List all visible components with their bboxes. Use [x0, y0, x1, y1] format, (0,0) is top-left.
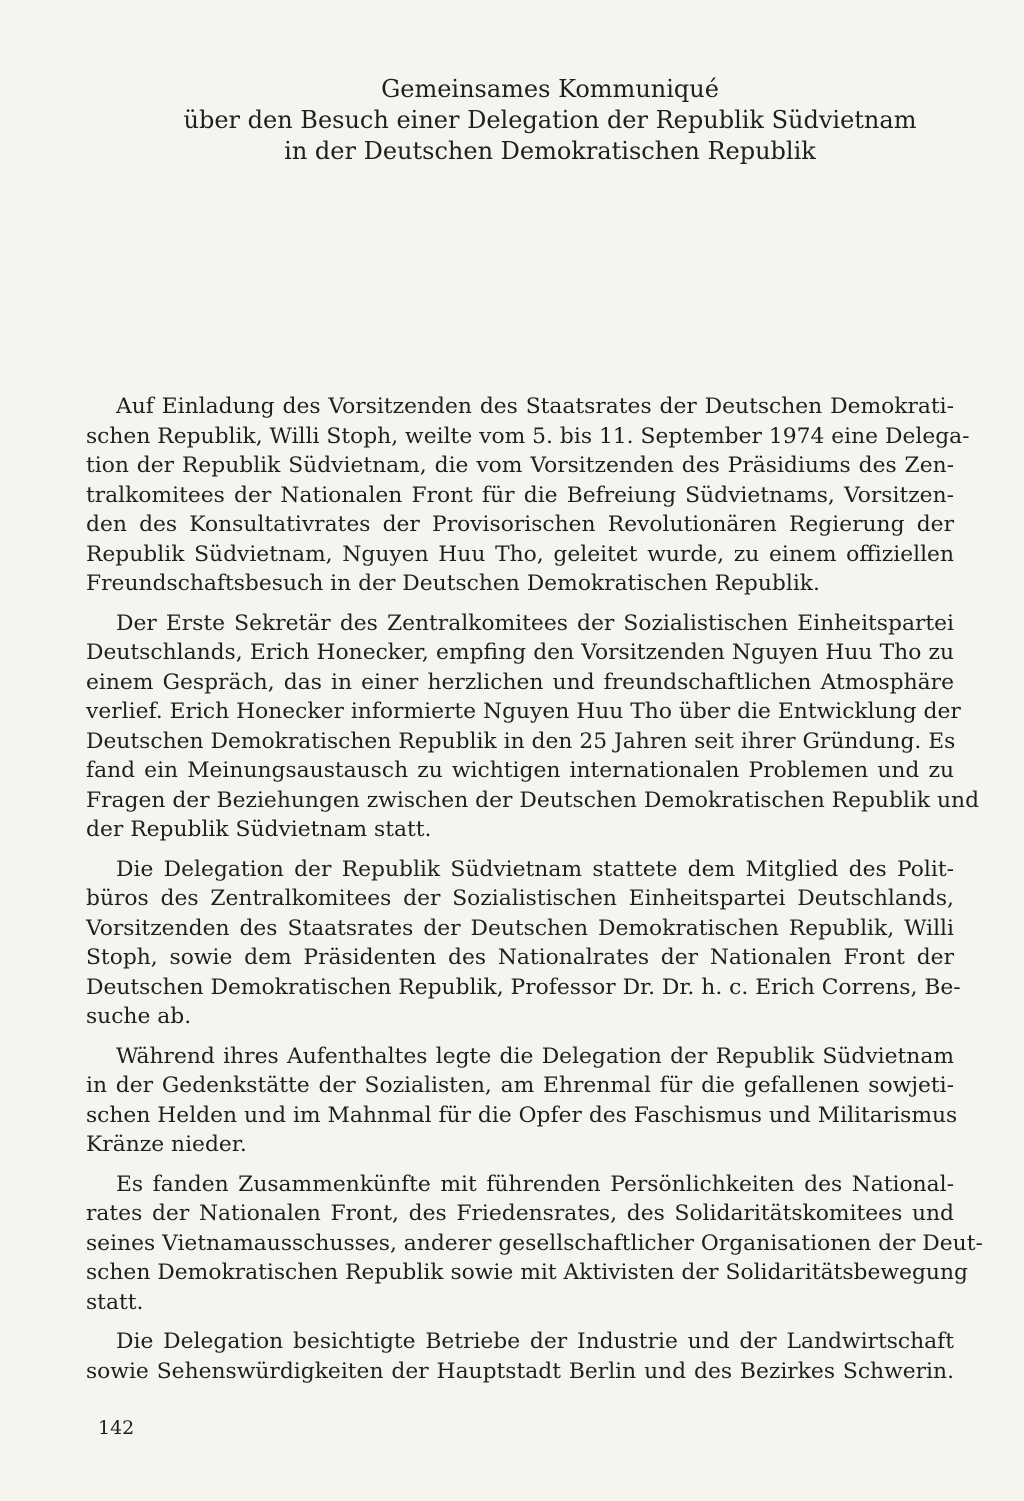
paragraph-line: schen Demokratischen Republik sowie mit Aktivisten der Solidaritätsbewegung [86, 1260, 968, 1285]
paragraph-line: der Republik Südvietnam statt. [86, 817, 432, 842]
paragraph-line: Der Erste Sekretär des Zentralkomitees der Sozialistischen Einheitspartei [116, 610, 954, 636]
paragraph-3 [86, 855, 961, 1032]
paragraph-line: Die Delegation besichtigte Betriebe der Industrie und der Landwirtschaft [116, 1329, 954, 1354]
paragraph-line: tralkomitees der Nationalen Front für die Befreiung Südvietnams, Vorsitzen- [86, 482, 954, 508]
paragraph-line: rates der Nationalen Front, des Friedensrates, des Solidaritätskomitees und [86, 1201, 954, 1226]
paragraph-line: schen Republik, Willi Stoph, weilte vom 5. bis 11. September 1974 eine Delega- [86, 423, 970, 449]
page-number: 142 [98, 1417, 135, 1439]
communique-body [86, 392, 983, 1386]
paragraph-line: Deutschen Demokratischen Republik in den 25 Jahren seit ihrer Gründung. Es [86, 728, 956, 754]
paragraph-line: Vorsitzenden des Staatsrates der Deutschen Demokratischen Republik, Willi [86, 915, 954, 941]
title-line: über den Besuch einer Delegation der Republik Südvietnam [183, 106, 917, 134]
paragraph-line: in der Gedenkstätte der Sozialisten, am Ehrenmal für die gefallenen sowjeti- [86, 1073, 954, 1098]
paragraph-1 [86, 392, 970, 599]
paragraph-line: einem Gespräch, das in einer herzlichen und freundschaftlichen Atmosphäre [86, 669, 954, 695]
paragraph-line: büros des Zentralkomitees der Sozialistischen Einheitspartei Deutschlands, [86, 886, 954, 911]
paragraph-line: suche ab. [86, 1004, 192, 1029]
paragraph-4 [86, 1042, 958, 1160]
paragraph-5 [86, 1170, 983, 1318]
paragraph-line: Fragen der Beziehungen zwischen der Deutschen Demokratischen Republik und [86, 787, 980, 813]
paragraph-line: fand ein Meinungsaustausch zu wichtigen internationalen Problemen und zu [86, 758, 954, 783]
paragraph-line: sowie Sehenswürdigkeiten der Hauptstadt Berlin und des Bezirkes Schwerin. [86, 1358, 954, 1384]
communique-title [110, 74, 990, 167]
paragraph-line: Deutschen Demokratischen Republik, Professor Dr. Dr. h. c. Erich Correns, Be- [86, 974, 961, 1000]
paragraph-line: tion der Republik Südvietnam, die vom Vorsitzenden des Präsidiums des Zen- [86, 453, 954, 478]
paragraph-line: Republik Südvietnam, Nguyen Huu Tho, geleitet wurde, zu einem offiziellen [86, 541, 954, 567]
paragraph-line: Die Delegation der Republik Südvietnam stattete dem Mitglied des Polit- [116, 856, 954, 882]
title-line: in der Deutschen Demokratischen Republik [284, 137, 816, 165]
paragraph-line: schen Helden und im Mahnmal für die Opfer des Faschismus und Militarismus [86, 1102, 958, 1128]
paragraph-line: Während ihres Aufenthaltes legte die Delegation der Republik Südvietnam [116, 1043, 954, 1069]
paragraph-line: Deutschlands, Erich Honecker, empfing den Vorsitzenden Nguyen Huu Tho zu [86, 640, 954, 665]
paragraph-2 [86, 609, 980, 845]
paragraph-line: Stoph, sowie dem Präsidenten des Nationalrates der Nationalen Front der [86, 945, 954, 970]
paragraph-line: den des Konsultativrates der Provisorischen Revolutionären Regierung der [86, 512, 954, 537]
paragraph-line: Auf Einladung des Vorsitzenden des Staatsrates der Deutschen Demokrati- [116, 394, 954, 419]
paragraph-line: Es fanden Zusammenkünfte mit führenden Persönlichkeiten des National- [116, 1171, 954, 1197]
paragraph-line: seines Vietnamausschusses, anderer gesellschaftlicher Organisationen der Deut- [86, 1230, 983, 1256]
paragraph-line: verlief. Erich Honecker informierte Nguyen Huu Tho über die Entwicklung der [86, 699, 961, 724]
title-line: Gemeinsames Kommuniqué [381, 75, 719, 103]
paragraph-6 [86, 1327, 954, 1386]
paragraph-line: statt. [86, 1289, 144, 1315]
paragraph-line: Kränze nieder. [86, 1132, 247, 1157]
paragraph-line: Freundschaftsbesuch in der Deutschen Demokratischen Republik. [86, 571, 820, 596]
